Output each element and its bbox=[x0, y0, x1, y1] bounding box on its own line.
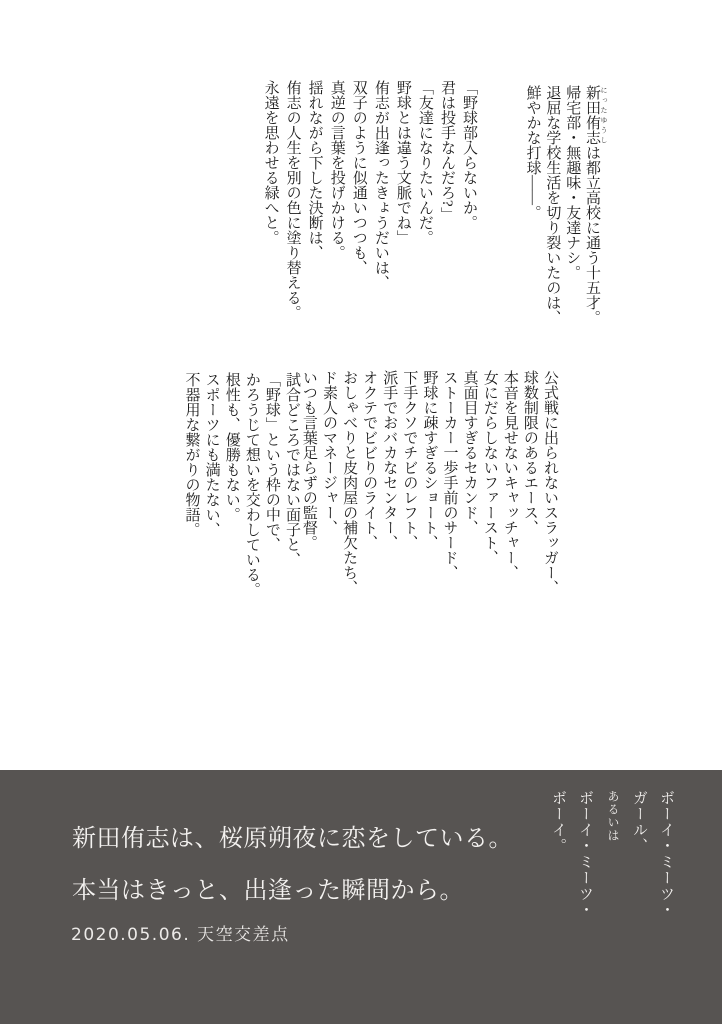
catchphrase-line: ボーイ・ミーツ・ bbox=[577, 790, 594, 918]
roster-line: 女にだらしないファースト、 bbox=[481, 370, 498, 565]
roster-line: 本音を見せないキャッチャー、 bbox=[501, 370, 518, 580]
intro-line: 鮮やかな打球――。 bbox=[524, 85, 541, 220]
roster-block bbox=[299, 370, 560, 595]
roster-line: オクテでビビりのライト、 bbox=[361, 370, 378, 550]
summary-line: 試合どころではない面子と、 bbox=[284, 372, 300, 567]
roster-line: 真面目すぎるセカンド、 bbox=[461, 370, 478, 535]
date-circle-line: 2020.05.06. 天空交差点 bbox=[71, 925, 290, 945]
dialogue-line: 侑志が出逢ったきょうだいは、 bbox=[372, 80, 389, 290]
roster-line: いつも言葉足らずの監督。 bbox=[300, 370, 317, 550]
ruby-yushi: 侑志 ゆうし bbox=[584, 115, 608, 145]
summary-line: 根性も、優勝もない。 bbox=[223, 372, 240, 522]
dialogue-line: 揺れながら下した決断は、 bbox=[306, 80, 323, 260]
intro-line-rest: は都立高校に通う十五才。 bbox=[584, 145, 600, 325]
catchphrase-line-small: あるいは bbox=[606, 790, 620, 842]
intro-line: 退屈な学校生活を切り裂いたのは、 bbox=[544, 85, 561, 325]
dialogue-line: 真逆の言葉を投げかける。 bbox=[328, 80, 345, 260]
dialogue-line: 君は投手なんだろ?」 bbox=[438, 80, 455, 222]
dialogue-line: 「友達になりたいんだ。 bbox=[416, 80, 433, 245]
dialogue-line: 永遠を思わせる緑へと。 bbox=[262, 80, 279, 245]
roster-line: ストーカー一歩手前のサード、 bbox=[441, 370, 458, 580]
dialogue-line: 野球とは違う文脈でね」 bbox=[394, 80, 411, 245]
roster-line: 球数制限のあるエース、 bbox=[521, 370, 538, 535]
ruby-nitta: 新田 にった bbox=[584, 85, 608, 115]
dialogue-block bbox=[260, 80, 480, 320]
catchphrase-line: ボーイ・ミーツ・ bbox=[658, 790, 675, 918]
intro-block bbox=[522, 85, 608, 325]
roster-line: 下手クソでチビのレフト、 bbox=[401, 370, 418, 550]
roster-line: 野球に疎すぎるショート、 bbox=[421, 370, 438, 550]
summary-line: 不器用な繋がりの物語。 bbox=[183, 372, 200, 537]
catchphrase-vertical bbox=[545, 790, 680, 918]
summary-line: 「野球」という枠の中で、 bbox=[263, 372, 280, 552]
footer-band bbox=[0, 770, 722, 1024]
roster-line: おしゃべりと皮肉屋の補欠たち、 bbox=[341, 370, 358, 595]
summary-line: スポーツにも満たない、 bbox=[203, 372, 220, 537]
roster-line: ド素人のマネージャー、 bbox=[320, 370, 337, 535]
summary-line: かろうじて想いを交わしている。 bbox=[243, 372, 260, 597]
dialogue-line: 双子のように似通いつつも、 bbox=[350, 80, 367, 275]
tagline bbox=[72, 812, 513, 916]
summary-block bbox=[181, 372, 302, 597]
roster-line: 公式戦に出られないスラッガー、 bbox=[542, 370, 558, 595]
catchphrase-line: ガール、 bbox=[631, 790, 648, 854]
tagline-line: 本当はきっと、出逢った瞬間から。 bbox=[72, 876, 464, 904]
catchphrase-line: ボーイ。 bbox=[550, 790, 567, 854]
dialogue-line: 侑志の人生を別の色に塗り替える。 bbox=[284, 80, 301, 320]
roster-line: 派手でおバカなセンター、 bbox=[381, 370, 398, 550]
intro-line: 帰宅部・無趣味・友達ナシ。 bbox=[564, 85, 581, 280]
intro-line bbox=[581, 85, 608, 325]
tagline-line: 新田侑志は、桜原朔夜に恋をしている。 bbox=[72, 824, 513, 852]
dialogue-line: 「野球部入らないか。 bbox=[461, 80, 477, 230]
